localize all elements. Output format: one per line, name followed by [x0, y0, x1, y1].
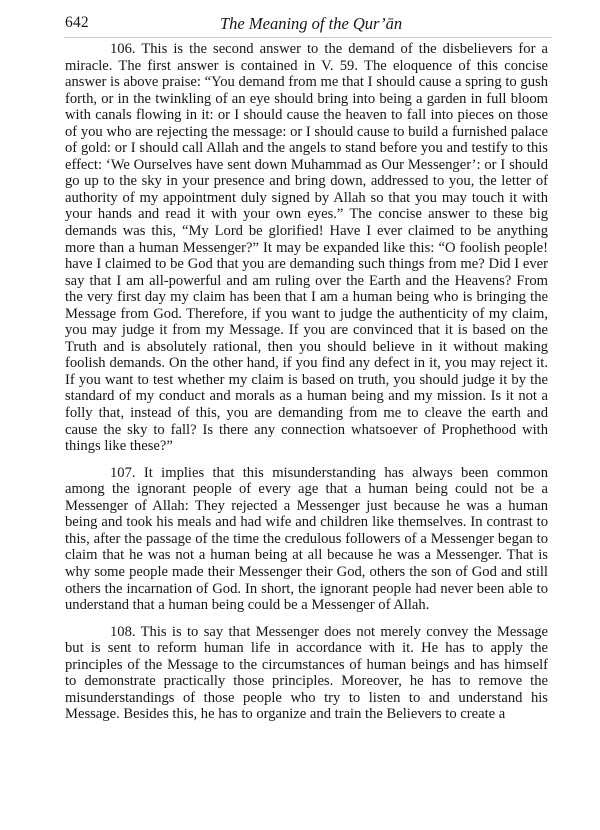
- header-rule: [64, 37, 552, 38]
- note-paragraph-106: 106. This is the second answer to the demand of the disbelievers for a miracle. The first answer is contained in V. 59. The eloquence of this concise answer is above praise: “You demand from me that I should cause a spring to gush forth, or in the twinkling of an eye should bring into being a garden in full bloom with canals flowing in it: or I should cause the heaven to fall into pieces on those of you who are rejecting the message: or I should cause to build a furnished palace of gold: or I should call Allah and the angels to stand before you and testify to this effect: ‘We Ourselves have sent down Muhammad as Our Messenger’: or I should go up to the sky in your presence and bring down, addressed to you, the letter of authority of my appointment duly signed by Allah so that you may touch it with your hands and read it with your own eyes.” The concise answer to these big demands was this, “My Lord be glorified! Have I ever claimed to be anything more than a human Messenger?” It may be expanded like this: “O foolish people! have I claimed to be God that you are demanding such things from me? Did I ever say that I am all-powerful and am ruling over the Earth and the Heavens? From the very first day my claim has been that I am a human being who is bringing the Message from God. Therefore, if you want to judge the authenticity of my claim, you may judge it from my Message. If you are convinced that it is based on the Truth and is absolutely rational, then you should believe in it without making foolish demands. On the other hand, if you find any defect in it, you may reject it. If you want to test whether my claim is based on truth, you should judge it by the standard of my conduct and morals as a human being and my mission. Is it not a folly that, instead of this, you are demanding from me to cleave the earth and cause the sky to fall? Is there any connection whatsoever of Prophethood with things like these?”: [65, 41, 548, 455]
- running-head-title: The Meaning of the Qur’ān: [220, 14, 403, 33]
- body-text: [65, 41, 548, 723]
- note-paragraph-107: 107. It implies that this misunderstanding has always been common among the ignorant people of every age that a human being could not be a Messenger of Allah: They rejected a Messenger just because he was a human being and took his meals and had wife and children like themselves. In contrast to this, after the passage of the time the credulous followers of a Messenger began to claim that he was not a human being at all because he was a Messenger. That is why some people made their Messenger their God, others the son of God and still others the incarnation of God. In short, the ignorant people had never been able to understand that a human being could be a Messenger of Allah.: [65, 464, 548, 614]
- note-paragraph-108: 108. This is to say that Messenger does not merely convey the Message but is sent to reform human life in accordance with it. He has to apply the principles of the Message to the circumstances of human beings and has himself to demonstrate practically those principles. Moreover, he has to remove the misunderstandings of those people who try to listen to and understand his Message. Besides this, he has to organize and train the Believers to create a: [65, 623, 548, 723]
- page-number: 642: [65, 14, 89, 31]
